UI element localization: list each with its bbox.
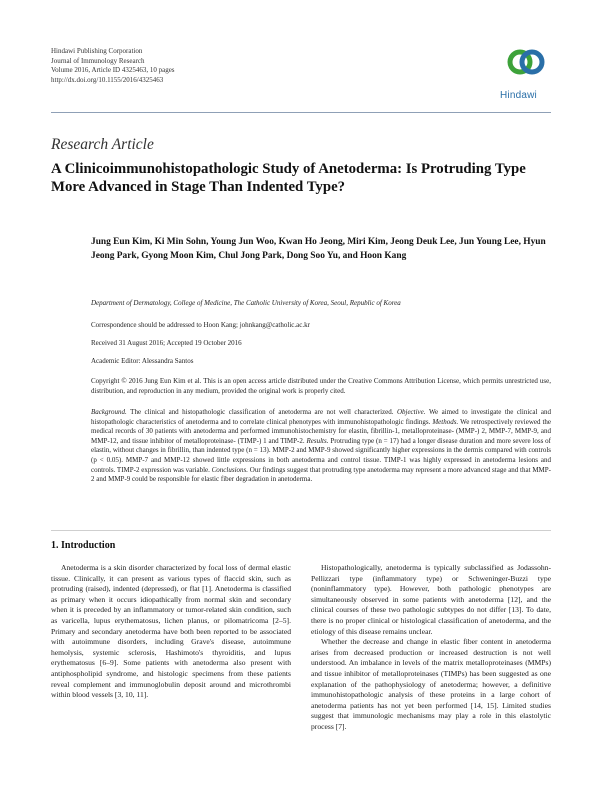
abstract-methods: We retrospectively reviewed the medical records of 30 patients with anetoderma and performed immunohistochemistry for elastin, fibrillin-1, metalloproteinase- (MMP-) 2, MMP-7, MMP-9, and MMP-12, and tissue inhibitor of metalloproteinase- (TIMP-) 1 and TIMP-2. [91,417,552,445]
logo-text: Hindawi [500,90,537,101]
hindawi-logo-icon [496,40,556,90]
doi-link[interactable]: http://dx.doi.org/10.1155/2016/4325463 [51,75,164,84]
volume-info: Volume 2016, Article ID 4325463, 10 pages [51,66,175,74]
abstract-objective: We aimed to investigate the clinical and histopathologic characteristics of anetoderma and to correlate clinical phenotypes with immunohistopathologic findings. [91,408,551,426]
paragraph: Whether the decrease and change in elastic fiber content in anetoderma arises from decreased production or increased destruction is not well understood. An imbalance in levels of the matrix metalloproteinases (MMPs) and tissue inhibitor of metalloproteinases (TIMPs) has been suggested as one explanation of the pathophysiology of anetoderma; however, a definitive immunohistopathologic analysis of these proteins in a large cohort of anetoderma patients has not yet been performed [14, 15]. Limited studies suggest that immunologic mechanisms may play a role in this elastolytic process [7]. [311,637,551,731]
article-title: A Clinicoimmunohistopathologic Study of Anetoderma: Is Protruding Type More Advanced in Stage Than Indented Type? [51,161,526,195]
abstract-methods-label: Methods. [432,417,461,426]
abstract-conclusions: Our findings suggest that protruding type anetoderma may represent a more advanced stage and that MMP-2 and MMP-9 could be responsible for elastic fiber degradation in anetoderma. [91,465,551,484]
journal-name: Journal of Immunology Research [51,56,145,65]
academic-editor: Academic Editor: Alessandra Santos [91,357,194,365]
paragraph: Histopathologically, anetoderma is typically subclassified as Jodassohn-Pellizzari type (inflammatory type) or Schweninger-Buzzi type (noninflammatory type). However, both pathologic phenotypes are simultaneously observed in some patients with anetoderma [12], and the clinical courses of these two pathologic subtypes do not differ [13]. To date, there is no proper clinical or histological classification of anetoderma, and the etiology of this disease remains unclear. [311,563,551,636]
abstract-background: The clinical and histopathologic classification of anetoderma are not well characterized. [130,408,397,416]
correspondence: Correspondence should be addressed to Hoon Kang; johnkang@catholic.ac.kr [91,321,310,329]
abstract-results: Protruding type (n = 17) had a longer disease duration and more severe loss of elastin, without changes in fibrillin, than indented type (n = 13). MMP-2 and MMP-9 showed significantly higher expressions in the dermis compared with controls (p < 0.05). MMP-7 and MMP-12 showed little expressions in both anetoderma and control tissue. TIMP-1 was highly expressed in anetoderma lesions and controls. TIMP-2 expression was variable. [91,436,551,474]
body-column-right [311,563,551,733]
publisher: Hindawi Publishing Corporation [51,47,143,55]
affiliation: Department of Dermatology, College of Medicine, The Catholic University of Korea, Seoul, Republic of Korea [91,299,401,307]
author-list: Jung Eun Kim, Ki Min Sohn, Young Jun Woo, Kwan Ho Jeong, Miri Kim, Jeong Deuk Lee, Jun Young Lee, Hyun Jeong Park, Gyong Moon Kim, Chul Jong Park, Dong Soo Yu, and Hoon Kang [91,237,546,261]
abstract [91,408,551,485]
article-type: Research Article [51,136,154,153]
received-dates: Received 31 August 2016; Accepted 19 October 2016 [91,339,242,347]
abstract-objective-label: Objective. [396,408,429,416]
header-divider [51,112,551,113]
section-heading-introduction: 1. Introduction [51,540,116,551]
hindawi-logo [496,40,556,104]
section-divider [51,530,551,531]
abstract-background-label: Background. [91,408,131,416]
body-column-left [51,563,291,701]
paragraph: Anetoderma is a skin disorder characterized by focal loss of dermal elastic tissue. Clinically, it can present as various types of flaccid skin, such as protruding (raised), indented (depressed), or flat [1]. Anetoderma is classified as primary when it occurs idiopathically from normal skin and secondary when it is preceded by an inflammatory or tumor-related skin condition, such as varicella, lupus erythematosus, lichen planus, or pilomatricoma [2–5]. Primary and secondary anetoderma have both been reported to be associated with autoimmune disorders, including Grave's disease, autoimmune hemolysis, systemic sclerosis, Hashimoto's thyroiditis, and lupus erythematosus [6–9]. Some patients with anetoderma also present with antiphospholipid syndrome, and histologic specimens from these patients reveal complement and immunoglobulin deposit around and microthrombi within blood vessels [3, 10, 11]. [51,563,291,700]
copyright-notice: Copyright © 2016 Jung Eun Kim et al. This is an open access article distributed under the Creative Commons Attribution License, which permits unrestricted use, distribution, and reproduction in any medium, provided the original work is properly cited. [91,377,551,395]
abstract-conclusions-label: Conclusions. [211,465,250,474]
abstract-results-label: Results. [306,436,331,445]
journal-header [51,47,175,85]
